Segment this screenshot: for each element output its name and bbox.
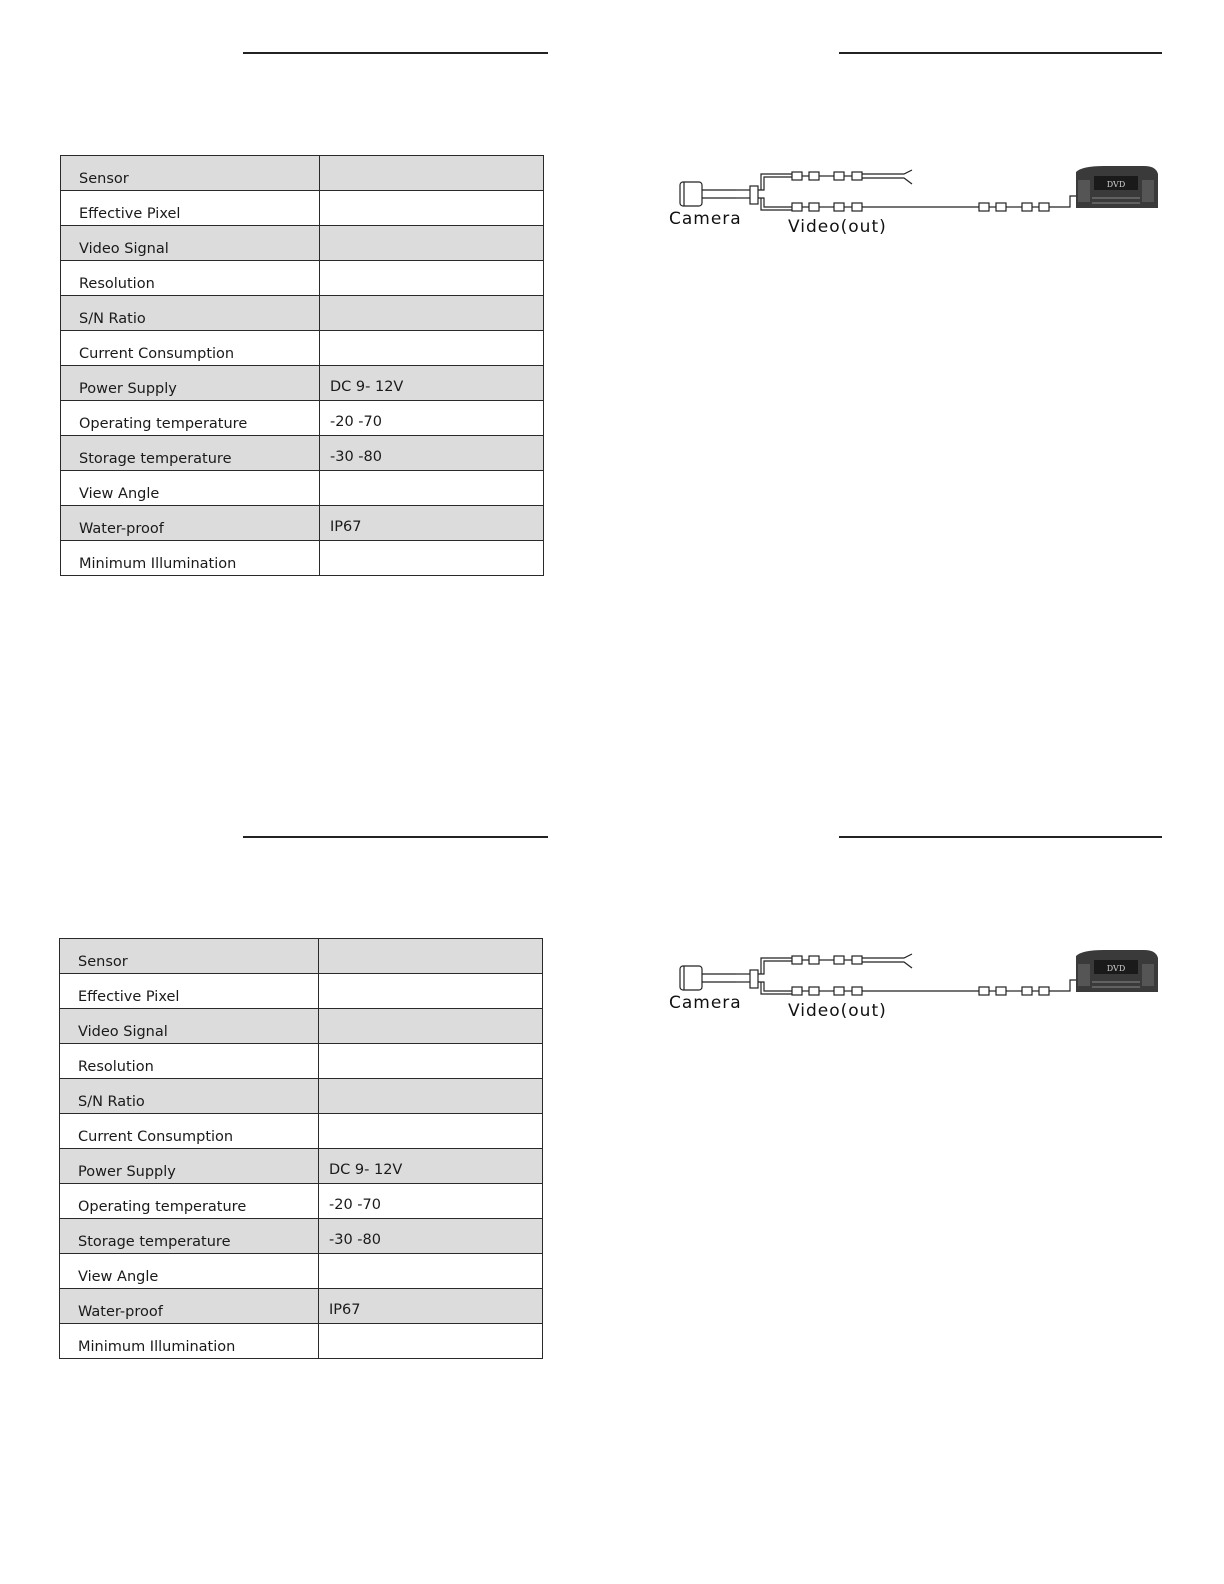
table-row bbox=[60, 974, 543, 1009]
spec-label: Sensor bbox=[61, 156, 320, 191]
camera-label: Camera bbox=[669, 993, 742, 1013]
spec-label: Storage temperature bbox=[61, 436, 320, 471]
spec-table bbox=[60, 155, 544, 576]
spec-label: S/N Ratio bbox=[60, 1079, 319, 1114]
table-row bbox=[60, 1254, 543, 1289]
spec-value bbox=[319, 1009, 543, 1044]
table-row bbox=[60, 1149, 543, 1184]
header-rule-left bbox=[243, 836, 548, 838]
spec-label: Water-proof bbox=[61, 506, 320, 541]
spec-label: Resolution bbox=[60, 1044, 319, 1079]
wiring-diagram bbox=[664, 944, 1164, 1044]
camera-label: Camera bbox=[669, 209, 742, 229]
video-out-label: Video(out) bbox=[788, 1001, 887, 1021]
spec-value: -20 -70 bbox=[320, 401, 544, 436]
spec-label: S/N Ratio bbox=[61, 296, 320, 331]
table-row bbox=[61, 471, 544, 506]
table-row bbox=[61, 366, 544, 401]
dvd-label: DVD bbox=[1106, 964, 1126, 973]
spec-label: Water-proof bbox=[60, 1289, 319, 1324]
spec-value bbox=[319, 974, 543, 1009]
spec-value bbox=[319, 1079, 543, 1114]
dvd-unit-icon bbox=[1076, 950, 1158, 992]
table-row bbox=[60, 939, 543, 974]
spec-value: IP67 bbox=[320, 506, 544, 541]
spec-label: Video Signal bbox=[60, 1009, 319, 1044]
table-row bbox=[60, 1079, 543, 1114]
table-row bbox=[60, 1219, 543, 1254]
video-out-label: Video(out) bbox=[788, 217, 887, 237]
table-row bbox=[60, 1114, 543, 1149]
spec-label: Effective Pixel bbox=[61, 191, 320, 226]
spec-value: -30 -80 bbox=[320, 436, 544, 471]
camera-body-icon bbox=[680, 182, 702, 206]
spec-label: View Angle bbox=[60, 1254, 319, 1289]
header-rule-right bbox=[839, 52, 1162, 54]
dvd-unit-icon bbox=[1076, 166, 1158, 208]
table-row bbox=[61, 401, 544, 436]
spec-label: Operating temperature bbox=[60, 1184, 319, 1219]
wiring-diagram bbox=[664, 160, 1164, 260]
table-row bbox=[60, 1324, 543, 1359]
table-row bbox=[60, 1009, 543, 1044]
spec-value bbox=[319, 939, 543, 974]
spec-label: Video Signal bbox=[61, 226, 320, 261]
spec-value: -20 -70 bbox=[319, 1184, 543, 1219]
spec-label: Minimum Illumination bbox=[60, 1324, 319, 1359]
header-rule-left bbox=[243, 52, 548, 54]
spec-label: Current Consumption bbox=[60, 1114, 319, 1149]
spec-value bbox=[319, 1254, 543, 1289]
spec-value bbox=[320, 261, 544, 296]
table-row bbox=[60, 1184, 543, 1219]
spec-label: Sensor bbox=[60, 939, 319, 974]
spec-value: DC 9- 12V bbox=[320, 366, 544, 401]
table-row bbox=[61, 506, 544, 541]
spec-value bbox=[320, 191, 544, 226]
table-row bbox=[61, 541, 544, 576]
spec-label: Effective Pixel bbox=[60, 974, 319, 1009]
spec-value bbox=[320, 156, 544, 191]
spec-label: Storage temperature bbox=[60, 1219, 319, 1254]
table-row bbox=[61, 436, 544, 471]
spec-label: Operating temperature bbox=[61, 401, 320, 436]
header-rule-right bbox=[839, 836, 1162, 838]
spec-value bbox=[320, 541, 544, 576]
spec-label: Power Supply bbox=[60, 1149, 319, 1184]
table-row bbox=[61, 226, 544, 261]
table-row bbox=[61, 331, 544, 366]
camera-body-icon bbox=[680, 966, 702, 990]
spec-value bbox=[320, 226, 544, 261]
table-row bbox=[61, 156, 544, 191]
spec-value bbox=[320, 331, 544, 366]
spec-label: Minimum Illumination bbox=[61, 541, 320, 576]
spec-label: Resolution bbox=[61, 261, 320, 296]
spec-value bbox=[320, 471, 544, 506]
spec-label: Current Consumption bbox=[61, 331, 320, 366]
spec-value bbox=[319, 1114, 543, 1149]
spec-value: -30 -80 bbox=[319, 1219, 543, 1254]
spec-value: IP67 bbox=[319, 1289, 543, 1324]
table-row bbox=[61, 261, 544, 296]
table-row bbox=[61, 296, 544, 331]
spec-value bbox=[320, 296, 544, 331]
dvd-label: DVD bbox=[1106, 180, 1126, 189]
spec-label: Power Supply bbox=[61, 366, 320, 401]
spec-value bbox=[319, 1324, 543, 1359]
spec-label: View Angle bbox=[61, 471, 320, 506]
spec-value bbox=[319, 1044, 543, 1079]
spec-value: DC 9- 12V bbox=[319, 1149, 543, 1184]
table-row bbox=[60, 1044, 543, 1079]
table-row bbox=[61, 191, 544, 226]
table-row bbox=[60, 1289, 543, 1324]
spec-table bbox=[59, 938, 543, 1359]
